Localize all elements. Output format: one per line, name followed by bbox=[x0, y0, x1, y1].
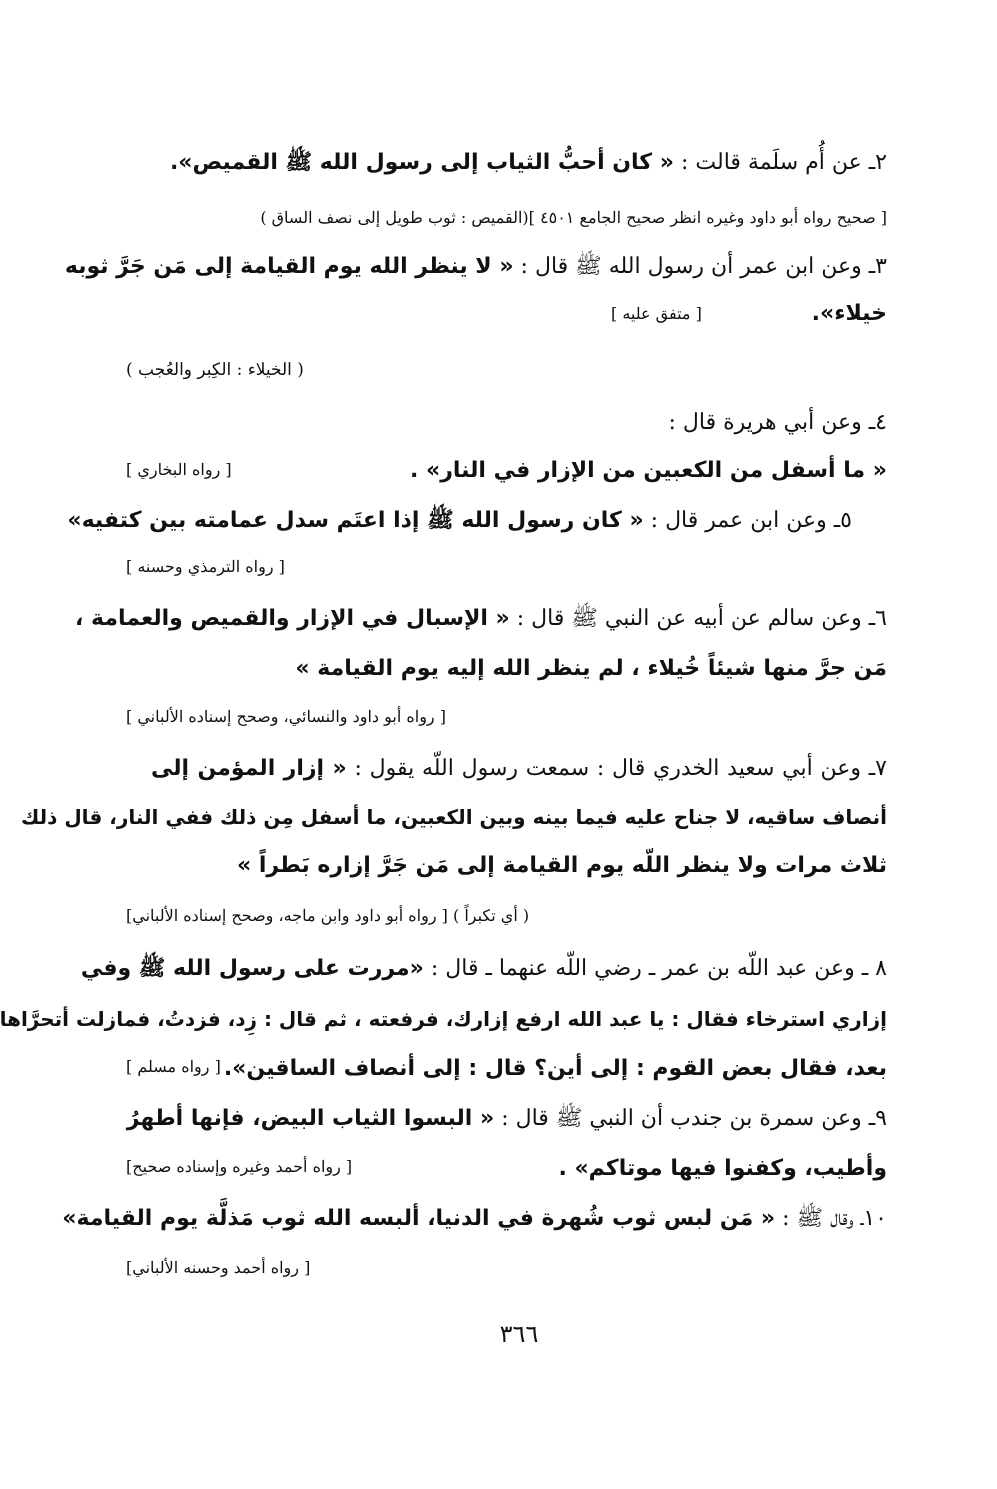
hadith-7-intro: ٧ـ وعن أبي سعيد الخدري قال : سمعت رسول اللّه يقول : bbox=[346, 756, 887, 781]
hadith-3-quote-end: خيلاء». bbox=[811, 301, 887, 326]
hadith-3-quote: « لا ينظر الله يوم القيامة إلى مَن جَرَّ ثوبه bbox=[64, 254, 514, 279]
hadith-10-quote: « مَن لبس ثوب شُهرة في الدنيا، ألبسه الله ثوب مَذلَّة يوم القيامة» bbox=[62, 1206, 776, 1231]
hadith-7-note: ( أي تكبراً ) bbox=[452, 906, 530, 925]
hadith-6-intro: ٦ـ وعن سالم عن أبيه عن النبي ﷺ قال : bbox=[509, 606, 887, 631]
hadith-8-intro: ٨ ـ وعن عبد اللّه بن عمر ـ رضي اللّه عنهما ـ قال : bbox=[423, 956, 887, 981]
hadith-2-quote: « كان أحبُّ الثياب إلى رسول الله ﷺ القميص». bbox=[169, 150, 674, 175]
hadith-10-text bbox=[62, 1204, 887, 1234]
hadith-4-intro: ٤ـ وعن أبي هريرة قال : bbox=[668, 410, 887, 435]
hadith-5-text bbox=[67, 506, 852, 536]
hadith-5-quote: « كان رسول الله ﷺ إذا اعتَم سدل عمامته بين كتفيه» bbox=[67, 508, 644, 533]
hadith-5-source: [ رواه الترمذي وحسنه ] bbox=[126, 557, 285, 576]
hadith-2-intro: ٢ـ عن أُم سلَمة قالت : bbox=[673, 150, 887, 175]
hadith-4-quote: « ما أسفل من الكعبين من الإزار في النار» . bbox=[409, 458, 887, 483]
hadith-8-quote-3: بعد، فقال بعض القوم : إلى أين؟ قال : إلى أنصاف الساقين». bbox=[223, 1056, 887, 1081]
hadith-7-quote-2: أنصاف ساقيه، لا جناح عليه فيما بينه وبين الكعبين، ما أسفل مِن ذلك ففي النار، قال ذلك bbox=[20, 805, 887, 829]
hadith-6-quote-2: مَن جرَّ منها شيئاً خُيلاء ، لم ينظر الله إليه يوم القيامة » bbox=[295, 656, 887, 681]
hadith-2-text bbox=[151, 148, 887, 178]
hadith-3-end-row bbox=[151, 299, 887, 329]
hadith-9-quote-1: « البسوا الثياب البيض، فإنها أطهرُ bbox=[126, 1106, 495, 1131]
hadith-10-intro: ١٠ـ وقال ﷺ : bbox=[775, 1206, 887, 1231]
hadith-6-line-2 bbox=[151, 654, 887, 684]
hadith-9-line-1 bbox=[126, 1104, 887, 1134]
hadith-6-source: [ رواه أبو داود والنسائي، وصحح إسناده الألباني ] bbox=[126, 707, 446, 726]
hadith-3-note: ( الخيلاء : الكِبر والعُجب ) bbox=[126, 360, 304, 380]
hadith-3-text bbox=[64, 252, 887, 282]
hadith-4-source: [ رواه البخاري ] bbox=[126, 460, 232, 479]
hadith-9-intro: ٩ـ وعن سمرة بن جندب أن النبي ﷺ قال : bbox=[494, 1106, 887, 1131]
hadith-3-intro: ٣ـ وعن ابن عمر أن رسول الله ﷺ قال : bbox=[513, 254, 887, 279]
hadith-8-quote-2: إزاري استرخاء فقال : يا عبد الله ارفع إزارك، فرفعته ، ثم قال : زِد، فزدتُ، فمازلت أتحرَّاها bbox=[0, 1007, 887, 1031]
hadith-7-quote-3: ثلاث مرات ولا ينظر اللّه يوم القيامة إلى مَن جَرَّ إزاره بَطراً » bbox=[236, 853, 887, 878]
hadith-8-line-3 bbox=[151, 1054, 887, 1084]
hadith-8-source: [ رواه مسلم ] bbox=[126, 1057, 221, 1076]
hadith-8-quote-1: «مررت على رسول الله ﷺ وفي bbox=[80, 956, 424, 981]
hadith-9-source: [ رواه أحمد وغيره وإسناده صحيح] bbox=[126, 1157, 353, 1176]
hadith-9-quote-2: وأطيب، وكفنوا فيها موتاكم» . bbox=[558, 1156, 887, 1181]
hadith-8-line-1 bbox=[80, 954, 887, 984]
hadith-2-source: [ صحيح رواه أبو داود وغيره انظر صحيح الجامع ٤٥٠١ ](القميص : ثوب طويل إلى نصف الساق ) bbox=[260, 208, 887, 227]
hadith-7-quote-1: « إزار المؤمن إلى bbox=[151, 756, 347, 781]
hadith-7-line-1 bbox=[151, 754, 887, 784]
hadith-5-intro: ٥ـ وعن ابن عمر قال : bbox=[643, 508, 852, 533]
page-number: ٣٦٦ bbox=[499, 1320, 539, 1348]
hadith-4-row bbox=[151, 456, 887, 486]
hadith-6-line-1 bbox=[74, 604, 887, 634]
hadith-3-source: [ متفق عليه ] bbox=[611, 304, 702, 323]
hadith-7-source: [ رواه أبو داود وابن ماجه، وصحح إسناده الألباني] bbox=[126, 906, 448, 925]
hadith-6-quote-1: « الإسبال في الإزار والقميص والعمامة ، bbox=[74, 606, 510, 631]
hadith-7-refs bbox=[126, 906, 529, 925]
hadith-10-source: [ رواه أحمد وحسنه الألباني] bbox=[126, 1258, 311, 1277]
